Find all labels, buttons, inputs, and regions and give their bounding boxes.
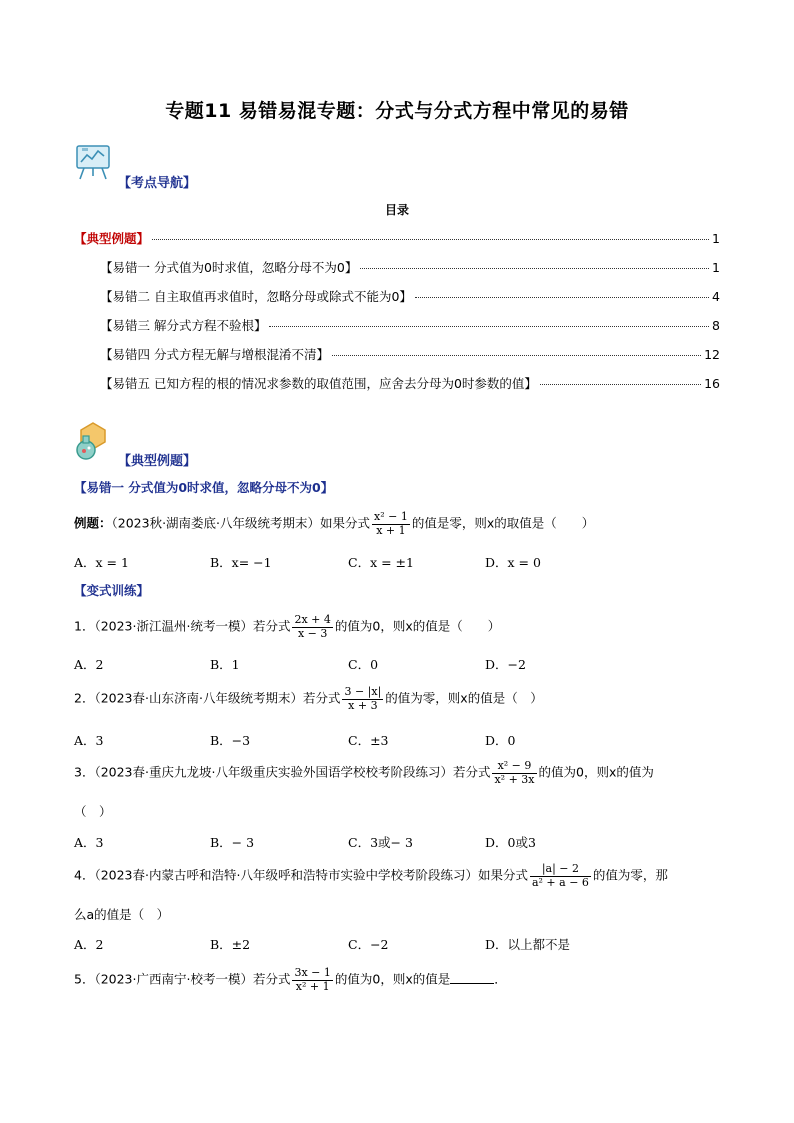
option-b[interactable]: B．x= −1 bbox=[210, 555, 272, 570]
option-b[interactable]: B．±2 bbox=[210, 937, 251, 952]
question-1: 1．（2023·浙江温州·统考一模）若分式 $\frac{2x + 4}{x - 3}$ 的值为0，则x的值是（ ） bbox=[74, 613, 501, 640]
option-c[interactable]: C．−2 bbox=[348, 937, 389, 952]
nav-heading: 【考点导航】 bbox=[118, 176, 197, 191]
question-4: 4．（2023春·内蒙古呼和浩特·八年级呼和浩特市实验中学校考阶段练习）如果分式 $\frac{|a| - 2}{\text{a² + a − 6}}$ 的值为零，那 bbox=[74, 862, 668, 889]
question-3: 3．（2023春·重庆九龙坡·八年级重庆实验外国语学校校考阶段练习）若分式 $\frac{\text{x² − 9}}{\text{x² + 3x}}$ 的值为0，则x的值为 bbox=[74, 759, 654, 786]
toc-item[interactable]: 【典型例题】 1 bbox=[74, 231, 720, 246]
example-fraction: $\frac{\text{x² − 1}}{x + 1}$ bbox=[374, 510, 408, 537]
q3-options bbox=[74, 833, 714, 851]
option-d[interactable]: D．以上都不是 bbox=[485, 937, 571, 952]
option-b[interactable]: B．1 bbox=[210, 657, 240, 672]
question-5: 5．（2023·广西南宁·校考一模）若分式 $\frac{3x - 1}{\text{x² + 1}}$ 的值为0，则x的值是 ． bbox=[74, 966, 507, 993]
error1-heading: 【易错一 分式值为0时求值，忽略分母不为0】 bbox=[74, 480, 334, 495]
option-d[interactable]: D．0 bbox=[485, 733, 516, 748]
q4-options bbox=[74, 935, 714, 953]
flask-icon bbox=[72, 420, 114, 462]
option-a[interactable]: A．2 bbox=[74, 657, 104, 672]
example-options bbox=[74, 553, 714, 571]
q4-continuation: 么a的值是（ ） bbox=[74, 907, 170, 922]
presentation-board-icon bbox=[74, 142, 114, 182]
option-c[interactable]: C．3或− 3 bbox=[348, 835, 413, 850]
toc-item[interactable]: 【易错五 已知方程的根的情况求参数的取值范围，应舍去分母为0时参数的值】 16 bbox=[100, 376, 720, 391]
option-a[interactable]: A．3 bbox=[74, 835, 104, 850]
q4-fraction: $\frac{|a| - 2}{\text{a² + a − 6}}$ bbox=[531, 862, 589, 889]
toc-list bbox=[74, 229, 720, 392]
q3-fraction: $\frac{\text{x² − 9}}{\text{x² + 3x}}$ bbox=[494, 759, 535, 786]
answer-blank[interactable] bbox=[450, 983, 494, 984]
page-title: 专题11 易错易混专题：分式与分式方程中常见的易错 bbox=[165, 100, 629, 122]
option-b[interactable]: B．− 3 bbox=[210, 835, 255, 850]
q1-fraction: $\frac{2x + 4}{x - 3}$ bbox=[294, 613, 331, 640]
practice-heading: 【变式训练】 bbox=[74, 583, 150, 598]
option-c[interactable]: C．±3 bbox=[348, 733, 389, 748]
option-c[interactable]: C．0 bbox=[348, 657, 379, 672]
q1-options bbox=[74, 655, 714, 673]
q3-continuation: （ ） bbox=[74, 804, 112, 819]
option-a[interactable]: A．3 bbox=[74, 733, 104, 748]
question-2: 2．（2023春·山东济南·八年级统考期末）若分式 $\frac{3 - |x|}{x + 3}$ 的值为零，则x的值是（ ） bbox=[74, 685, 543, 712]
q2-options bbox=[74, 731, 714, 749]
toc-item[interactable]: 【易错一 分式值为0时求值，忽略分母不为0】 1 bbox=[100, 260, 720, 275]
toc-heading: 目录 bbox=[384, 203, 409, 217]
option-c[interactable]: C．x = ±1 bbox=[348, 555, 414, 570]
option-a[interactable]: A．2 bbox=[74, 937, 104, 952]
examples-heading: 【典型例题】 bbox=[118, 454, 197, 469]
q5-fraction: $\frac{3x - 1}{\text{x² + 1}}$ bbox=[294, 966, 331, 993]
option-b[interactable]: B．−3 bbox=[210, 733, 251, 748]
option-d[interactable]: D．0或3 bbox=[485, 835, 536, 850]
toc-item[interactable]: 【易错四 分式方程无解与增根混淆不清】 12 bbox=[100, 347, 720, 362]
option-d[interactable]: D．x = 0 bbox=[485, 555, 541, 570]
option-a[interactable]: A．x = 1 bbox=[74, 555, 129, 570]
q2-fraction: $\frac{3 - |x|}{x + 3}$ bbox=[344, 685, 382, 712]
toc-item[interactable]: 【易错二 自主取值再求值时，忽略分母或除式不能为0】 4 bbox=[100, 289, 720, 304]
option-d[interactable]: D．−2 bbox=[485, 657, 526, 672]
example-question: 例题：（2023秋·湖南娄底·八年级统考期末）如果分式 $\frac{\text{x² − 1}}{x + 1}$ 的值是零，则x的取值是（ ） bbox=[74, 510, 595, 537]
toc-item[interactable]: 【易错三 解分式方程不验根】 8 bbox=[100, 318, 720, 333]
